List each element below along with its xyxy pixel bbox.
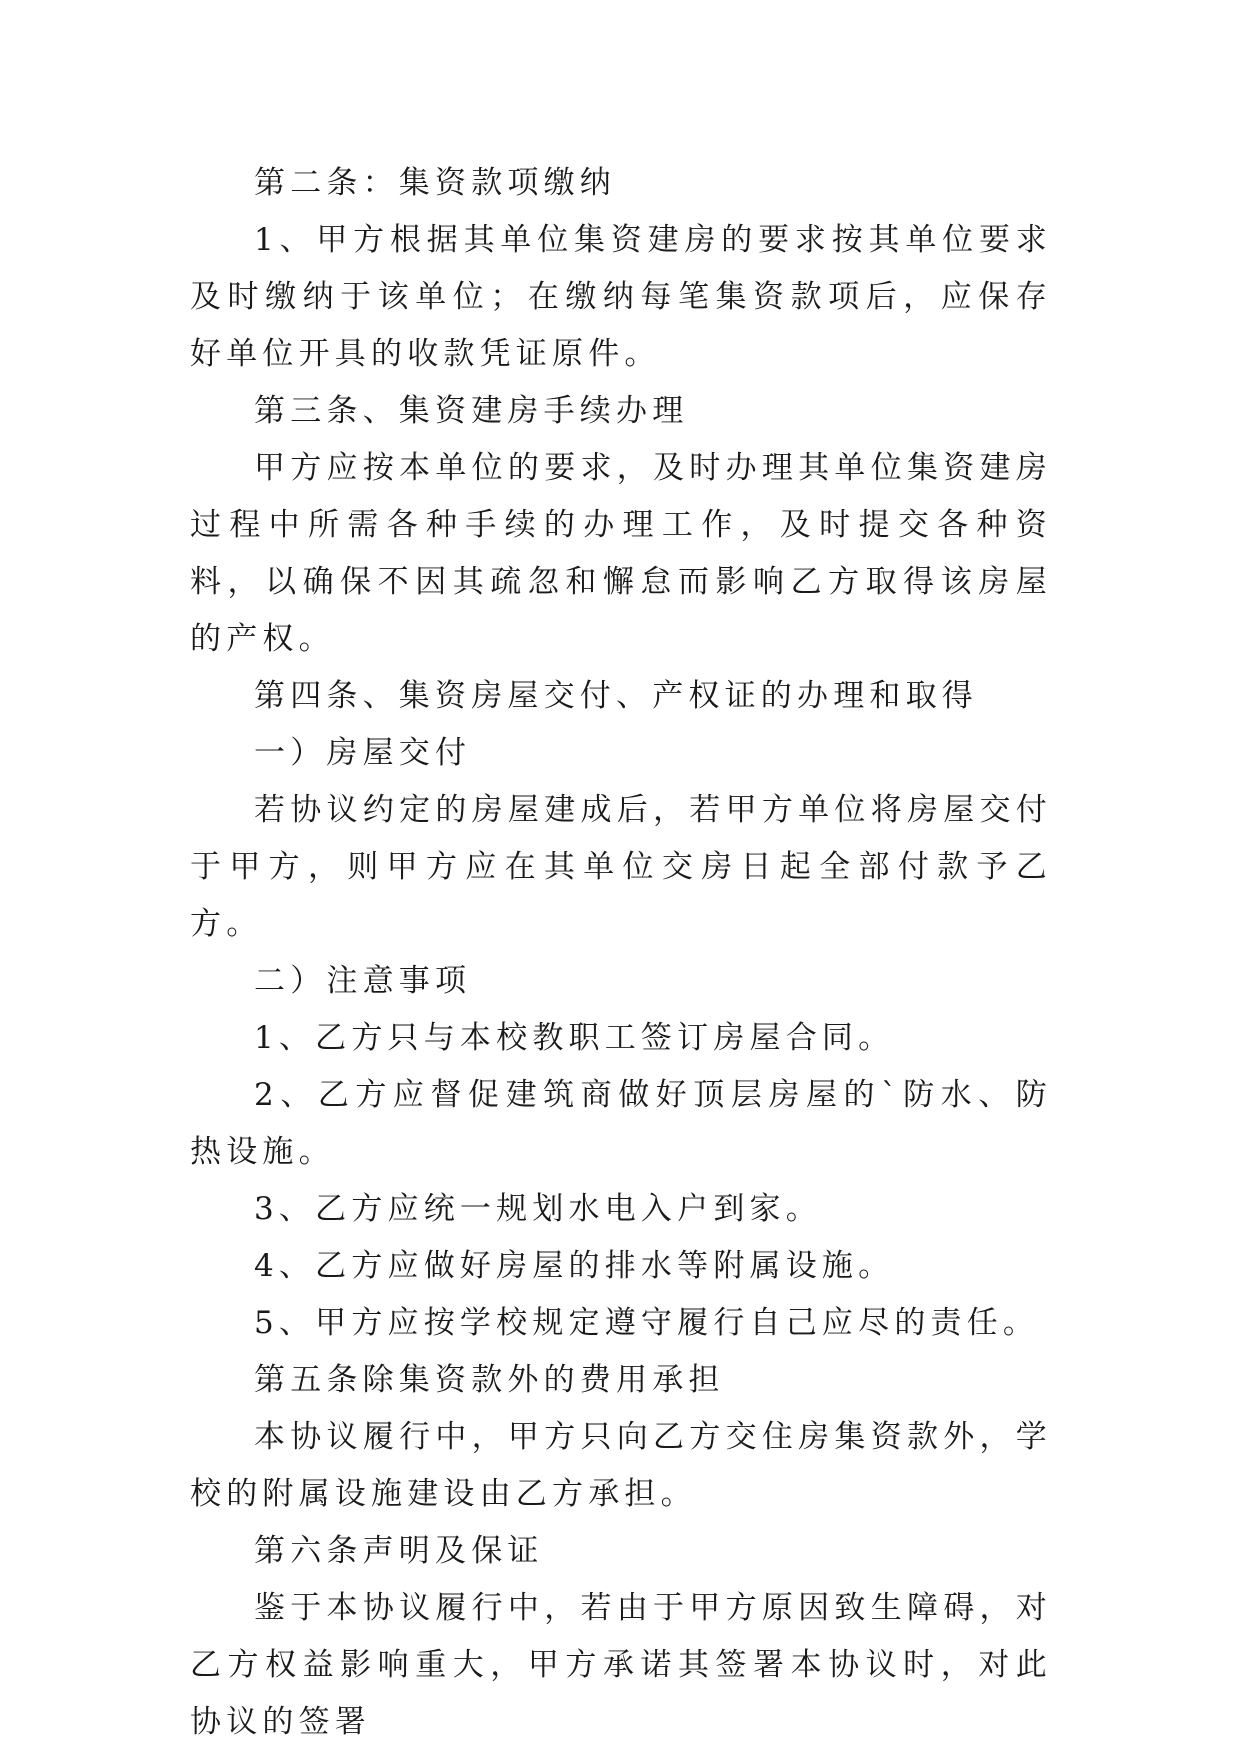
- article-4-section-1-body: 若协议约定的房屋建成后，若甲方单位将房屋交付于甲方，则甲方应在其单位交房日起全部付款予乙方。: [190, 792, 1052, 942]
- note-5: 5、甲方应按学校规定遵守履行自己应尽的责任。: [254, 1305, 1040, 1341]
- article-5-heading: 第五条除集资款外的费用承担: [254, 1362, 725, 1398]
- article-4-section-2-heading: 二）注意事项: [254, 963, 472, 999]
- note-1: 1、乙方只与本校教职工签订房屋合同。: [254, 1020, 895, 1056]
- note-2: 2、乙方应督促建筑商做好顶层房屋的`防水、防热设施。: [190, 1077, 1052, 1170]
- article-6-heading: 第六条声明及保证: [254, 1533, 544, 1569]
- document-body: [190, 155, 1052, 1751]
- article-2-heading: 第二条：集资款项缴纳: [254, 165, 616, 201]
- article-4-heading: 第四条、集资房屋交付、产权证的办理和取得: [254, 678, 978, 714]
- note-3: 3、乙方应统一规划水电入户到家。: [254, 1191, 822, 1227]
- note-4: 4、乙方应做好房屋的排水等附属设施。: [254, 1248, 895, 1284]
- article-3-body: 甲方应按本单位的要求，及时办理其单位集资建房过程中所需各种手续的办理工作，及时提交各种资料，以确保不因其疏忽和懈怠而影响乙方取得该房屋的产权。: [190, 450, 1052, 657]
- article-3-heading: 第三条、集资建房手续办理: [254, 393, 689, 429]
- article-5-body: 本协议履行中，甲方只向乙方交住房集资款外，学校的附属设施建设由乙方承担。: [190, 1419, 1052, 1512]
- article-4-section-1-heading: 一）房屋交付: [254, 735, 472, 771]
- article-2-item-1: 1、甲方根据其单位集资建房的要求按其单位要求及时缴纳于该单位；在缴纳每笔集资款项后，应保存好单位开具的收款凭证原件。: [190, 222, 1052, 372]
- article-6-body: 鉴于本协议履行中，若由于甲方原因致生障碍，对乙方权益影响重大，甲方承诺其签署本协议时，对此协议的签署: [190, 1590, 1052, 1740]
